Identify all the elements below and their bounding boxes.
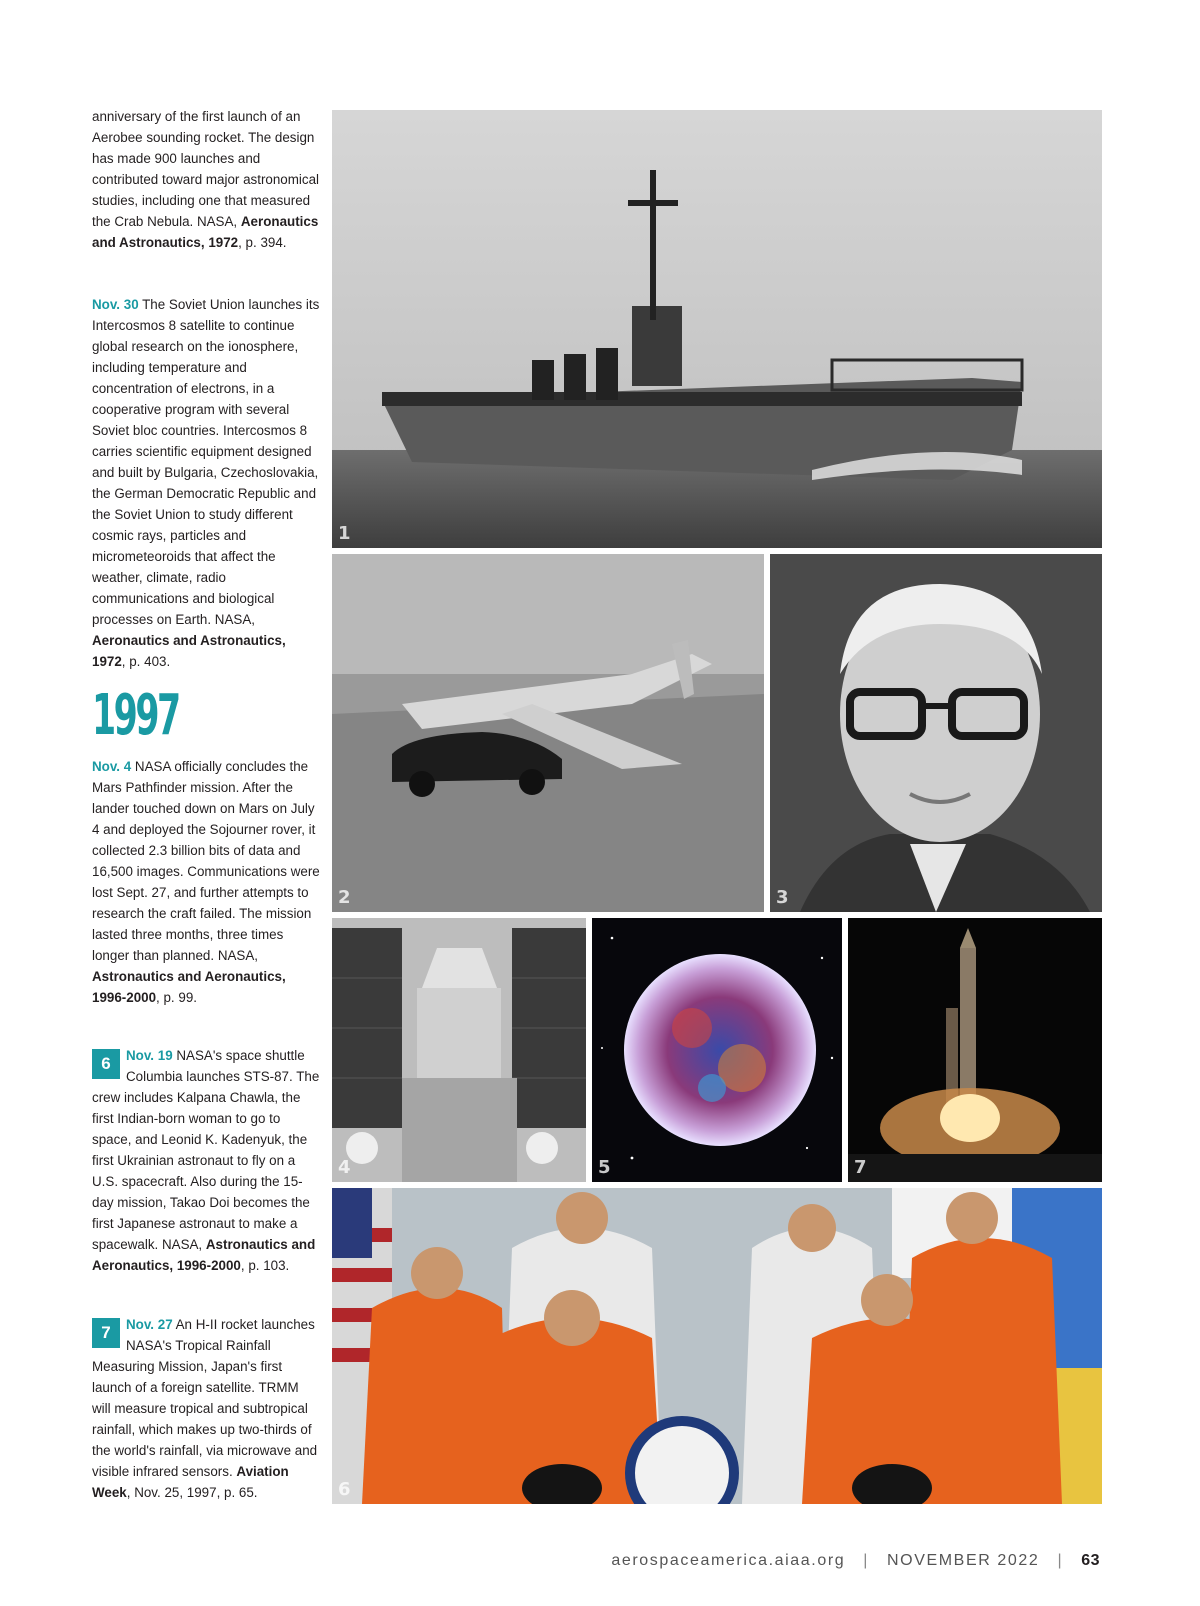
entry-page: , p. 403.	[121, 654, 171, 669]
entry-text: An H-II rocket launches NASA's Tropical Rainfall Measuring Mission, Japan's first launch of a foreign satellite. TRMM will measure tropical and subtropical rainfall, which makes up two-thirds of the world's rainfall, via microwave and visible infrared sensors.	[92, 1317, 318, 1479]
photo-number: 3	[776, 887, 789, 908]
photo-ref-badge: 6	[92, 1049, 120, 1079]
entry-source: Aeronautics and Astronautics, 1972	[92, 214, 319, 250]
footer-separator: |	[1057, 1552, 1064, 1569]
entry-source: Aviation Week	[92, 1464, 289, 1500]
photo-flying-car	[332, 554, 764, 912]
entry-date: Nov. 27	[126, 1317, 173, 1332]
photo-supernova-remnant	[592, 918, 842, 1182]
entry-source: Aeronautics and Astronautics, 1972	[92, 633, 286, 669]
entry-date: Nov. 30	[92, 297, 139, 312]
photo-number: 2	[338, 887, 351, 908]
entry-date: Nov. 4	[92, 759, 132, 774]
entry-source: Astronautics and Aeronautics, 1996-2000	[92, 969, 286, 1005]
entry-text: NASA officially concludes the Mars Pathfinder mission. After the lander touched down on Mars on July 4 and deployed the Sojourner rover, it collected 2.3 billion bits of data and 16,500 images. Communications were lost Sept. 27, and further attempts to research the craft failed. The mission lasted three months, three times longer than planned. NASA,	[92, 759, 320, 963]
footer-separator: |	[863, 1552, 870, 1569]
photo-rocket-launch	[848, 918, 1102, 1182]
photo-spacecraft-assembly	[332, 918, 586, 1182]
entry-intercosmos	[92, 294, 320, 672]
entry-pathfinder	[92, 756, 320, 1008]
photo-aircraft-carrier	[332, 110, 1102, 548]
entry-trmm	[92, 1314, 320, 1503]
photo-ref-badge: 7	[92, 1318, 120, 1348]
entry-sts87	[92, 1045, 320, 1276]
entry-aerobee	[92, 106, 320, 253]
photo-number: 7	[854, 1157, 867, 1178]
photo-sts87-crew	[332, 1188, 1102, 1504]
entry-text: anniversary of the first launch of an Aerobee sounding rocket. The design has made 900 launches and contributed toward major astronomical studies, including one that measured the Crab Nebula. NASA,	[92, 109, 320, 229]
photo-number: 6	[338, 1479, 351, 1500]
entry-source: Astronautics and Aeronautics, 1996-2000	[92, 1237, 316, 1273]
page-number: 63	[1081, 1552, 1100, 1569]
photo-number: 1	[338, 523, 351, 544]
footer-issue: NOVEMBER 2022	[887, 1552, 1040, 1569]
footer-website: aerospaceamerica.aiaa.org	[611, 1552, 846, 1569]
entry-page: , p. 99.	[156, 990, 197, 1005]
entry-page: , p. 394.	[238, 235, 287, 250]
photo-number: 4	[338, 1157, 351, 1178]
photo-number: 5	[598, 1157, 611, 1178]
year-heading: 1997	[92, 683, 179, 748]
page-footer	[611, 1552, 1100, 1570]
entry-page: , p. 103.	[240, 1258, 290, 1273]
photo-portrait	[770, 554, 1102, 912]
entry-page: , Nov. 25, 1997, p. 65.	[126, 1485, 258, 1500]
entry-text: NASA's space shuttle Columbia launches STS-87. The crew includes Kalpana Chawla, the first Indian-born woman to go to space, and Leonid K. Kadenyuk, the first Ukrainian astronaut to fly on a U.S. spacecraft. Also during the 15-day mission, Takao Doi becomes the first Japanese astronaut to make a spacewalk. NASA,	[92, 1048, 320, 1252]
entry-date: Nov. 19	[126, 1048, 173, 1063]
entry-text: The Soviet Union launches its Intercosmos 8 satellite to continue global research on the ionosphere, including temperature and concentration of electrons, in a cooperative program with several Soviet bloc countries. Intercosmos 8 carries scientific equipment designed and built by Bulgaria, Czechoslovakia, the German Democratic Republic and the Soviet Union to study different cosmic rays, particles and micrometeoroids that affect the weather, climate, radio communications and biological processes on Earth. NASA,	[92, 297, 320, 627]
